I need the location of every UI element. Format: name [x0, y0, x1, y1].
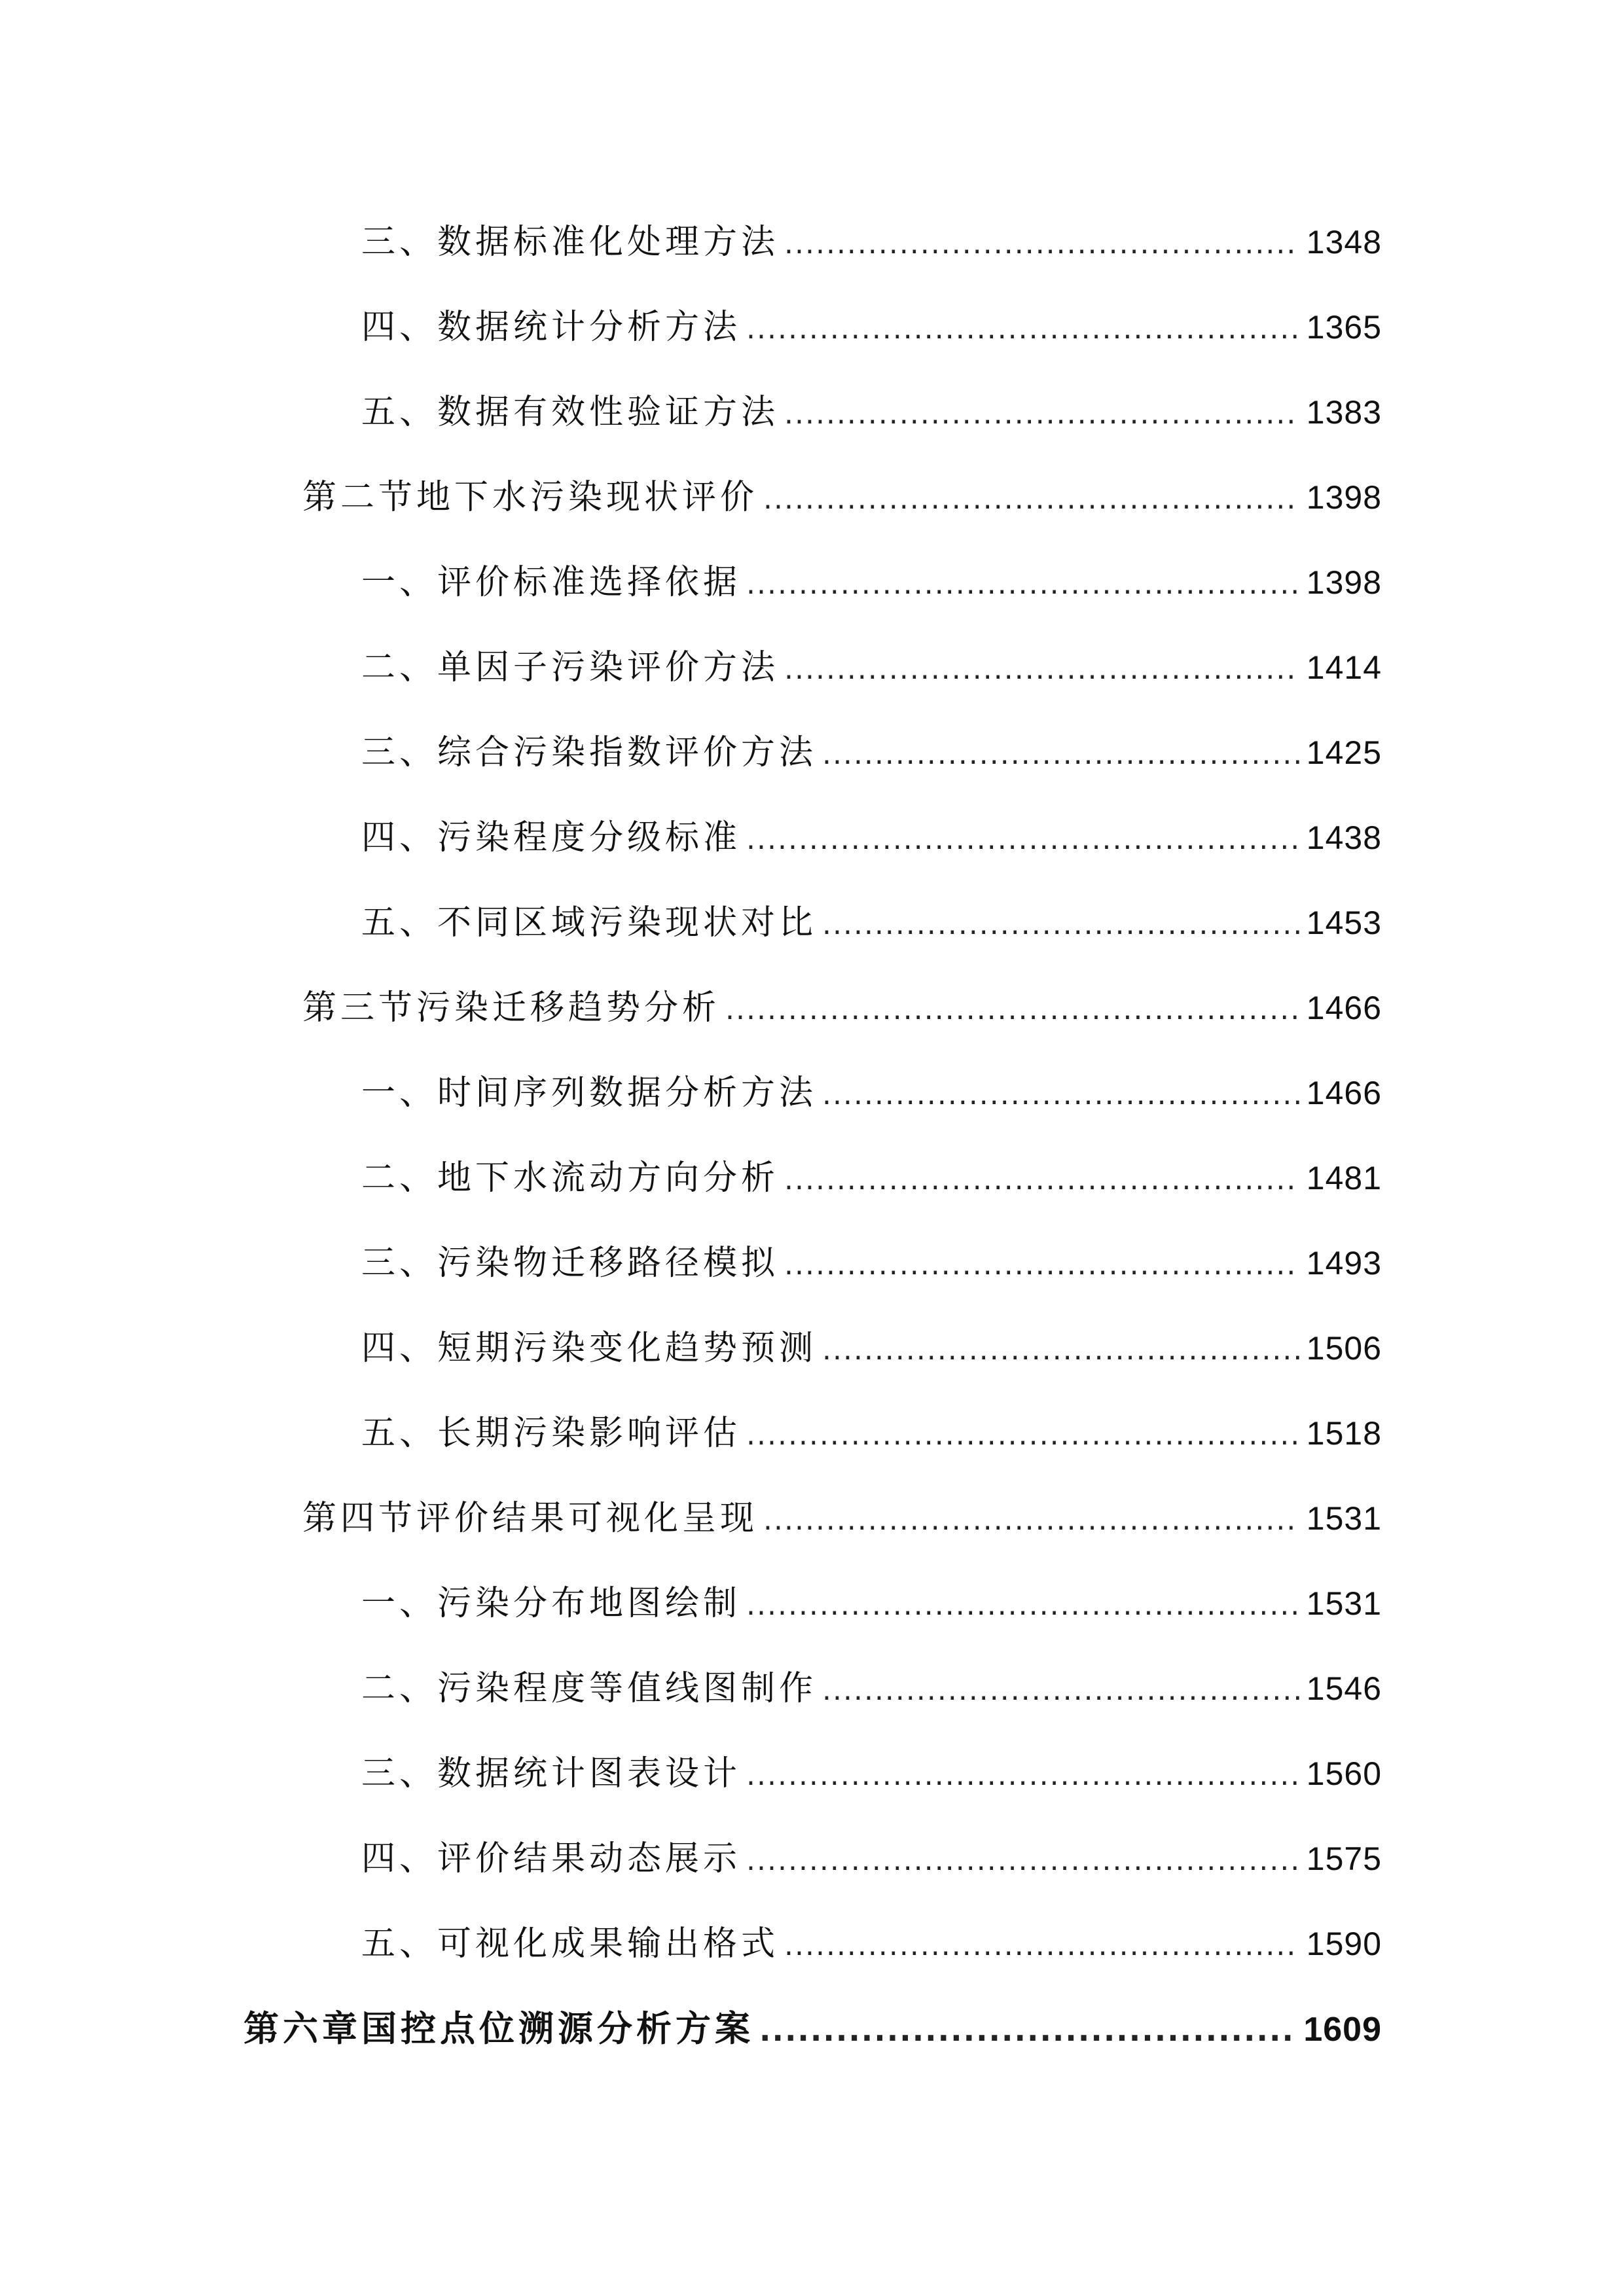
toc-entry-title: 五、长期污染影响评估: [361, 1414, 742, 1453]
toc-entry[interactable]: [361, 1404, 1382, 1463]
toc-entry[interactable]: [302, 978, 1382, 1037]
toc-entry-title: 一、评价标准选择依据: [361, 563, 742, 602]
toc-entry[interactable]: [361, 1064, 1382, 1122]
toc-dot-leader: [763, 1491, 1300, 1550]
toc-page-number: 1438: [1306, 819, 1382, 856]
toc-dot-leader: [822, 1661, 1300, 1720]
toc-page-number: 1398: [1306, 479, 1382, 516]
toc-dot-leader: [746, 1576, 1300, 1635]
toc-page-number: 1348: [1306, 224, 1382, 260]
toc-page-number: 1531: [1306, 1585, 1382, 1622]
toc-entry-title: 四、污染程度分级标准: [361, 818, 742, 857]
toc-page-number: 1398: [1306, 564, 1382, 601]
toc-dot-leader: [763, 470, 1300, 529]
toc-entry[interactable]: [361, 1829, 1382, 1888]
toc-entry[interactable]: [361, 1574, 1382, 1633]
toc-entry[interactable]: [361, 1234, 1382, 1293]
toc-entry-chapter[interactable]: [244, 2000, 1382, 2058]
toc-entry-title: 二、污染程度等值线图制作: [361, 1669, 818, 1708]
toc-dot-leader: [784, 385, 1300, 444]
toc-entry-title: 一、时间序列数据分析方法: [361, 1073, 818, 1113]
toc-entry-title: 五、不同区域污染现状对比: [361, 903, 818, 942]
toc-entry-title: 三、污染物迁移路径模拟: [361, 1244, 780, 1283]
toc-entry-title: 三、数据标准化处理方法: [361, 223, 780, 262]
toc-entry[interactable]: [361, 808, 1382, 867]
toc-dot-leader: [746, 1831, 1300, 1890]
toc-entry-title: 第二节地下水污染现状评价: [302, 478, 759, 517]
toc-entry-title: 二、单因子污染评价方法: [361, 648, 780, 687]
toc-entry[interactable]: [361, 1319, 1382, 1378]
toc-entry[interactable]: [302, 1489, 1382, 1548]
toc-page-number: 1575: [1306, 1840, 1382, 1877]
toc-entry[interactable]: [361, 1659, 1382, 1718]
toc-page-number: 1518: [1306, 1415, 1382, 1452]
toc-dot-leader: [746, 1746, 1300, 1805]
toc-page-number: 1590: [1306, 1926, 1382, 1962]
toc-page-number: 1560: [1306, 1755, 1382, 1792]
toc-dot-leader: [746, 300, 1300, 359]
toc-dot-leader: [784, 215, 1300, 274]
toc-entry[interactable]: [361, 298, 1382, 357]
toc-entry[interactable]: [361, 213, 1382, 272]
toc-entry[interactable]: [361, 553, 1382, 612]
toc-entry[interactable]: [361, 1149, 1382, 1208]
toc-entry-title: 第四节评价结果可视化呈现: [302, 1499, 759, 1538]
toc-dot-leader: [822, 895, 1300, 954]
toc-page-number: 1414: [1306, 649, 1382, 686]
toc-entry-title: 一、污染分布地图绘制: [361, 1584, 742, 1623]
toc-dot-leader: [759, 2001, 1297, 2060]
toc-dot-leader: [784, 640, 1300, 699]
toc-dot-leader: [784, 1151, 1300, 1210]
toc-page-number: 1466: [1306, 1075, 1382, 1111]
toc-dot-leader: [746, 555, 1300, 614]
toc-page-number: 1365: [1306, 309, 1382, 346]
toc-entry-title: 五、可视化成果输出格式: [361, 1924, 780, 1964]
toc-entry[interactable]: [361, 723, 1382, 782]
toc-page-number: 1481: [1306, 1160, 1382, 1196]
toc-entry-title: 四、短期污染变化趋势预测: [361, 1329, 818, 1368]
toc-page-number: 1609: [1303, 2011, 1382, 2049]
toc-page-number: 1425: [1306, 734, 1382, 771]
toc-dot-leader: [784, 1236, 1300, 1295]
toc-entry[interactable]: [302, 468, 1382, 527]
toc-page-number: 1383: [1306, 394, 1382, 431]
toc-page-number: 1453: [1306, 905, 1382, 941]
toc-entry[interactable]: [361, 1914, 1382, 1973]
toc-entry-title: 三、综合污染指数评价方法: [361, 733, 818, 772]
toc-entry[interactable]: [361, 638, 1382, 697]
toc-entry-title: 五、数据有效性验证方法: [361, 393, 780, 432]
toc-entry[interactable]: [361, 383, 1382, 442]
toc-entry-title: 第六章国控点位溯源分析方案: [244, 2008, 754, 2049]
toc-entry-title: 四、数据统计分析方法: [361, 308, 742, 347]
toc-entry-title: 二、地下水流动方向分析: [361, 1158, 780, 1198]
toc-page-number: 1466: [1306, 990, 1382, 1026]
toc-page-number: 1531: [1306, 1500, 1382, 1537]
toc-page-number: 1506: [1306, 1330, 1382, 1367]
toc-dot-leader: [822, 1321, 1300, 1380]
toc-dot-leader: [746, 810, 1300, 869]
toc-entry-title: 四、评价结果动态展示: [361, 1839, 742, 1878]
toc-dot-leader: [784, 1916, 1300, 1975]
toc-dot-leader: [725, 980, 1300, 1039]
toc-entry-title: 第三节污染迁移趋势分析: [302, 988, 721, 1028]
toc-entry[interactable]: [361, 1744, 1382, 1803]
toc-dot-leader: [746, 1406, 1300, 1465]
toc-dot-leader: [822, 1066, 1300, 1124]
toc-page-number: 1546: [1306, 1670, 1382, 1707]
toc-entry-title: 三、数据统计图表设计: [361, 1754, 742, 1793]
toc-dot-leader: [822, 725, 1300, 784]
toc-page-number: 1493: [1306, 1245, 1382, 1282]
toc-entry[interactable]: [361, 893, 1382, 952]
